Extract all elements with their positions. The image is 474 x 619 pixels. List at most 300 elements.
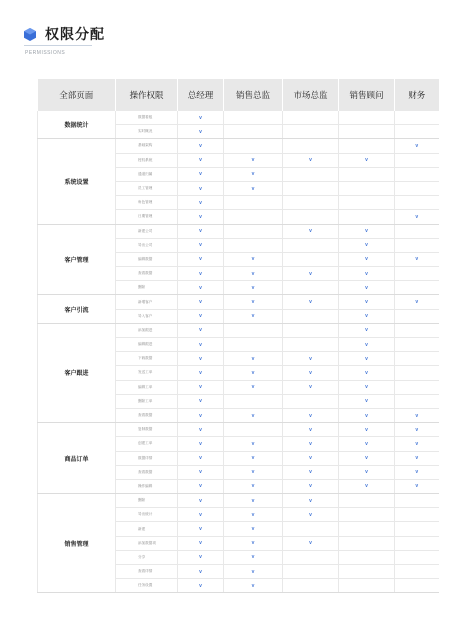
permission-cell — [224, 224, 283, 238]
permission-cell — [395, 550, 439, 564]
permission-cell — [339, 309, 395, 323]
check-icon: v — [365, 341, 368, 348]
check-icon: v — [365, 242, 368, 249]
permission-cell — [283, 295, 339, 309]
permission-cell — [283, 522, 339, 536]
check-icon: v — [251, 270, 255, 277]
permission-cell — [178, 465, 224, 479]
check-icon: v — [365, 313, 368, 320]
permission-name: 查看数据 — [116, 267, 178, 281]
page-header — [24, 24, 454, 56]
column-header: 销售顾问 — [339, 79, 395, 111]
check-icon: v — [251, 540, 255, 547]
permission-cell — [224, 111, 283, 125]
permission-cell — [339, 139, 395, 153]
column-header: 市场总监 — [283, 79, 339, 111]
column-header: 操作权限 — [116, 79, 178, 111]
permission-cell — [339, 522, 395, 536]
permission-name: 新建公司 — [116, 224, 178, 238]
group-name: 系统设置 — [38, 139, 116, 224]
check-icon: v — [309, 270, 312, 277]
permission-cell — [339, 210, 395, 224]
check-icon: v — [199, 426, 202, 433]
table-row — [38, 139, 439, 153]
check-icon: v — [199, 270, 202, 277]
check-icon: v — [199, 256, 202, 263]
permission-cell — [395, 366, 439, 380]
permission-cell — [224, 181, 283, 195]
permission-cell — [395, 479, 439, 493]
check-icon: v — [199, 284, 202, 291]
check-icon: v — [415, 426, 419, 433]
permission-cell — [224, 323, 283, 337]
permission-name: 员工管理 — [116, 181, 178, 195]
check-icon: v — [365, 483, 368, 490]
permission-name: 数据详情 — [116, 451, 178, 465]
permission-cell — [178, 323, 224, 337]
permission-cell — [395, 465, 439, 479]
permission-cell — [339, 423, 395, 437]
permission-cell — [224, 338, 283, 352]
column-header: 财务 — [395, 79, 439, 111]
permission-cell — [178, 522, 224, 536]
check-icon: v — [199, 455, 202, 462]
check-icon: v — [251, 185, 255, 192]
permission-cell — [178, 408, 224, 422]
permission-cell — [395, 267, 439, 281]
check-icon: v — [199, 213, 202, 220]
page-title: 权限分配 — [45, 26, 105, 42]
permission-cell — [339, 394, 395, 408]
permission-cell — [178, 167, 224, 181]
permission-cell — [178, 139, 224, 153]
permission-cell — [339, 238, 395, 252]
permission-cell — [283, 550, 339, 564]
permission-cell — [224, 210, 283, 224]
permission-cell — [283, 139, 339, 153]
permission-cell — [395, 338, 439, 352]
permission-cell — [224, 579, 283, 593]
permission-cell — [395, 508, 439, 522]
permission-name: 编辑跟进 — [116, 338, 178, 352]
permission-name: 编辑数据 — [116, 252, 178, 266]
permission-cell — [283, 167, 339, 181]
title-underline — [24, 45, 92, 46]
permission-cell — [395, 281, 439, 295]
permission-name: 任务设置 — [116, 579, 178, 593]
permission-cell — [339, 224, 395, 238]
title-row — [24, 24, 454, 44]
permission-cell — [224, 267, 283, 281]
permission-name: 日期管理 — [116, 210, 178, 224]
check-icon: v — [251, 412, 255, 419]
permission-cell — [224, 465, 283, 479]
permission-name: 基础架构 — [116, 139, 178, 153]
permission-cell — [224, 309, 283, 323]
table-row — [38, 295, 439, 309]
permission-cell — [224, 366, 283, 380]
check-icon: v — [199, 554, 202, 561]
check-icon: v — [199, 242, 202, 249]
permission-cell — [283, 536, 339, 550]
permission-cell — [224, 153, 283, 167]
check-icon: v — [415, 299, 419, 306]
permission-cell — [339, 494, 395, 508]
check-icon: v — [199, 412, 202, 419]
permission-name: 下载数据 — [116, 352, 178, 366]
check-icon: v — [309, 369, 312, 376]
permission-cell — [339, 181, 395, 195]
check-icon: v — [251, 284, 255, 291]
permission-cell — [178, 267, 224, 281]
permission-cell — [395, 522, 439, 536]
check-icon: v — [251, 497, 255, 504]
permission-cell — [224, 380, 283, 394]
check-icon: v — [251, 554, 255, 561]
check-icon: v — [309, 355, 312, 362]
permission-cell — [283, 352, 339, 366]
check-icon: v — [415, 483, 419, 490]
check-icon: v — [251, 511, 255, 518]
permission-cell — [395, 224, 439, 238]
permission-cell — [224, 352, 283, 366]
permission-cell — [178, 451, 224, 465]
check-icon: v — [251, 299, 255, 306]
permission-cell — [339, 451, 395, 465]
permission-cell — [283, 508, 339, 522]
check-icon: v — [199, 582, 202, 589]
permission-cell — [395, 408, 439, 422]
permission-cell — [339, 508, 395, 522]
permission-name: 删除 — [116, 494, 178, 508]
check-icon: v — [309, 157, 312, 164]
permission-cell — [395, 167, 439, 181]
permission-cell — [224, 536, 283, 550]
check-icon: v — [251, 526, 255, 533]
permission-cell — [178, 210, 224, 224]
check-icon: v — [415, 455, 419, 462]
permission-cell — [395, 139, 439, 153]
check-icon: v — [199, 327, 202, 334]
check-icon: v — [199, 157, 202, 164]
permission-cell — [224, 522, 283, 536]
check-icon: v — [199, 526, 202, 533]
permission-cell — [224, 295, 283, 309]
permission-cell — [178, 125, 224, 139]
check-icon: v — [309, 511, 312, 518]
check-icon: v — [365, 384, 368, 391]
permission-cell — [178, 196, 224, 210]
permission-cell — [339, 252, 395, 266]
permission-cell — [283, 224, 339, 238]
check-icon: v — [365, 469, 368, 476]
permission-cell — [339, 579, 395, 593]
check-icon: v — [415, 469, 419, 476]
permission-cell — [224, 394, 283, 408]
permission-name: 数据看板 — [116, 111, 178, 125]
permission-cell — [178, 579, 224, 593]
check-icon: v — [365, 157, 368, 164]
check-icon: v — [251, 171, 255, 178]
permission-cell — [283, 238, 339, 252]
permission-cell — [224, 196, 283, 210]
permission-cell — [395, 423, 439, 437]
permission-cell — [395, 380, 439, 394]
check-icon: v — [199, 568, 202, 575]
permission-cell — [339, 352, 395, 366]
table-row — [38, 224, 439, 238]
check-icon: v — [365, 440, 368, 447]
permission-cell — [224, 167, 283, 181]
permission-cell — [178, 224, 224, 238]
check-icon: v — [365, 256, 368, 263]
permission-cell — [178, 550, 224, 564]
check-icon: v — [199, 199, 202, 206]
hexagon-icon — [24, 28, 36, 41]
permission-name: 导入客户 — [116, 309, 178, 323]
permission-name: 通道归属 — [116, 167, 178, 181]
permission-name: 新建 — [116, 522, 178, 536]
check-icon: v — [309, 384, 312, 391]
permission-cell — [395, 352, 439, 366]
permission-cell — [283, 153, 339, 167]
table-body — [38, 111, 439, 593]
permission-cell — [339, 550, 395, 564]
permission-cell — [178, 238, 224, 252]
permission-cell — [339, 479, 395, 493]
permission-cell — [178, 536, 224, 550]
permission-cell — [395, 309, 439, 323]
permission-cell — [224, 437, 283, 451]
permission-cell — [283, 380, 339, 394]
check-icon: v — [199, 483, 202, 490]
permission-cell — [339, 323, 395, 337]
permission-cell — [283, 210, 339, 224]
table-row — [38, 494, 439, 508]
permission-cell — [283, 281, 339, 295]
permission-cell — [283, 408, 339, 422]
check-icon: v — [199, 171, 202, 178]
permission-name: 复制数据 — [116, 423, 178, 437]
permission-cell — [283, 479, 339, 493]
check-icon: v — [365, 412, 368, 419]
check-icon: v — [365, 327, 368, 334]
permission-name: 实时概况 — [116, 125, 178, 139]
permission-cell — [178, 565, 224, 579]
permission-name: 导出公司 — [116, 238, 178, 252]
permission-cell — [283, 252, 339, 266]
permission-cell — [224, 281, 283, 295]
check-icon: v — [199, 299, 202, 306]
permission-name: 查看详情 — [116, 565, 178, 579]
permission-cell — [224, 423, 283, 437]
check-icon: v — [365, 284, 368, 291]
permission-cell — [178, 181, 224, 195]
group-name: 客户跟进 — [38, 323, 116, 422]
permission-cell — [283, 309, 339, 323]
permission-cell — [395, 153, 439, 167]
permission-cell — [339, 125, 395, 139]
group-name: 商品订单 — [38, 423, 116, 494]
permission-cell — [395, 252, 439, 266]
permission-cell — [395, 494, 439, 508]
check-icon: v — [251, 455, 255, 462]
permission-cell — [395, 125, 439, 139]
permission-cell — [178, 281, 224, 295]
check-icon: v — [199, 511, 202, 518]
page-subtitle: PERMISSIONS — [25, 50, 66, 56]
permission-cell — [395, 295, 439, 309]
permission-cell — [339, 565, 395, 579]
permission-cell — [224, 139, 283, 153]
permission-cell — [283, 196, 339, 210]
check-icon: v — [365, 299, 368, 306]
permission-name: 操作编辑 — [116, 479, 178, 493]
check-icon: v — [309, 228, 312, 235]
permission-cell — [339, 366, 395, 380]
permission-cell — [178, 309, 224, 323]
column-header: 销售总监 — [224, 79, 283, 111]
check-icon: v — [309, 440, 312, 447]
permission-cell — [283, 494, 339, 508]
check-icon: v — [199, 497, 202, 504]
permission-cell — [283, 323, 339, 337]
check-icon: v — [251, 568, 255, 575]
permission-cell — [283, 437, 339, 451]
permission-name: 分享 — [116, 550, 178, 564]
permission-cell — [339, 167, 395, 181]
permission-cell — [339, 196, 395, 210]
permission-cell — [178, 423, 224, 437]
permission-cell — [395, 451, 439, 465]
check-icon: v — [309, 426, 312, 433]
permission-cell — [283, 579, 339, 593]
permission-cell — [395, 181, 439, 195]
check-icon: v — [365, 369, 368, 376]
table-header-row — [38, 79, 439, 111]
check-icon: v — [251, 469, 255, 476]
permission-cell — [178, 394, 224, 408]
permission-cell — [339, 295, 395, 309]
permission-name: 添加跟进 — [116, 323, 178, 337]
permission-name: 查看数据 — [116, 408, 178, 422]
check-icon: v — [199, 313, 202, 320]
permission-cell — [395, 536, 439, 550]
permission-name: 发送工单 — [116, 366, 178, 380]
check-icon: v — [415, 213, 419, 220]
check-icon: v — [415, 412, 419, 419]
permission-cell — [224, 494, 283, 508]
permission-cell — [339, 465, 395, 479]
check-icon: v — [199, 469, 202, 476]
check-icon: v — [365, 355, 368, 362]
permission-cell — [339, 408, 395, 422]
permission-cell — [224, 451, 283, 465]
permission-cell — [283, 267, 339, 281]
permission-cell — [339, 111, 395, 125]
permission-cell — [395, 579, 439, 593]
permission-cell — [178, 366, 224, 380]
table-header — [38, 79, 439, 111]
permission-cell — [339, 380, 395, 394]
permission-cell — [339, 267, 395, 281]
permission-cell — [283, 565, 339, 579]
check-icon: v — [199, 128, 202, 135]
check-icon: v — [199, 114, 202, 121]
check-icon: v — [309, 299, 312, 306]
check-icon: v — [251, 355, 255, 362]
permission-name: 删除工单 — [116, 394, 178, 408]
check-icon: v — [199, 398, 202, 405]
group-name: 数据统计 — [38, 111, 116, 139]
permission-cell — [339, 153, 395, 167]
permission-cell — [395, 196, 439, 210]
check-icon: v — [251, 157, 255, 164]
permission-cell — [283, 125, 339, 139]
permission-cell — [178, 338, 224, 352]
permission-name: 新增客户 — [116, 295, 178, 309]
permission-cell — [178, 111, 224, 125]
permission-cell — [178, 252, 224, 266]
permission-cell — [224, 252, 283, 266]
check-icon: v — [199, 185, 202, 192]
check-icon: v — [251, 256, 255, 263]
permission-cell — [178, 352, 224, 366]
permission-cell — [339, 338, 395, 352]
check-icon: v — [251, 313, 255, 320]
check-icon: v — [365, 398, 368, 405]
group-name: 客户管理 — [38, 224, 116, 295]
permission-name: 创建工单 — [116, 437, 178, 451]
check-icon: v — [309, 412, 312, 419]
permission-cell — [224, 125, 283, 139]
check-icon: v — [199, 142, 202, 149]
permission-cell — [178, 479, 224, 493]
permission-name: 授权系统 — [116, 153, 178, 167]
check-icon: v — [199, 440, 202, 447]
check-icon: v — [251, 384, 255, 391]
permission-cell — [224, 550, 283, 564]
permission-cell — [224, 479, 283, 493]
permission-cell — [339, 437, 395, 451]
permission-cell — [395, 565, 439, 579]
check-icon: v — [365, 455, 368, 462]
check-icon: v — [199, 384, 202, 391]
check-icon: v — [309, 540, 312, 547]
check-icon: v — [309, 469, 312, 476]
permission-cell — [283, 423, 339, 437]
permission-cell — [283, 181, 339, 195]
permission-cell — [339, 281, 395, 295]
check-icon: v — [415, 142, 419, 149]
group-name: 销售管理 — [38, 494, 116, 593]
column-header: 总经理 — [178, 79, 224, 111]
check-icon: v — [199, 341, 202, 348]
permission-cell — [178, 437, 224, 451]
check-icon: v — [365, 426, 368, 433]
check-icon: v — [199, 540, 202, 547]
check-icon: v — [199, 228, 202, 235]
check-icon: v — [309, 497, 312, 504]
permission-cell — [395, 394, 439, 408]
permission-table — [37, 79, 439, 593]
permission-cell — [178, 380, 224, 394]
check-icon: v — [365, 270, 368, 277]
check-icon: v — [199, 369, 202, 376]
check-icon: v — [415, 440, 419, 447]
permission-name: 导出统计 — [116, 508, 178, 522]
permission-cell — [178, 508, 224, 522]
